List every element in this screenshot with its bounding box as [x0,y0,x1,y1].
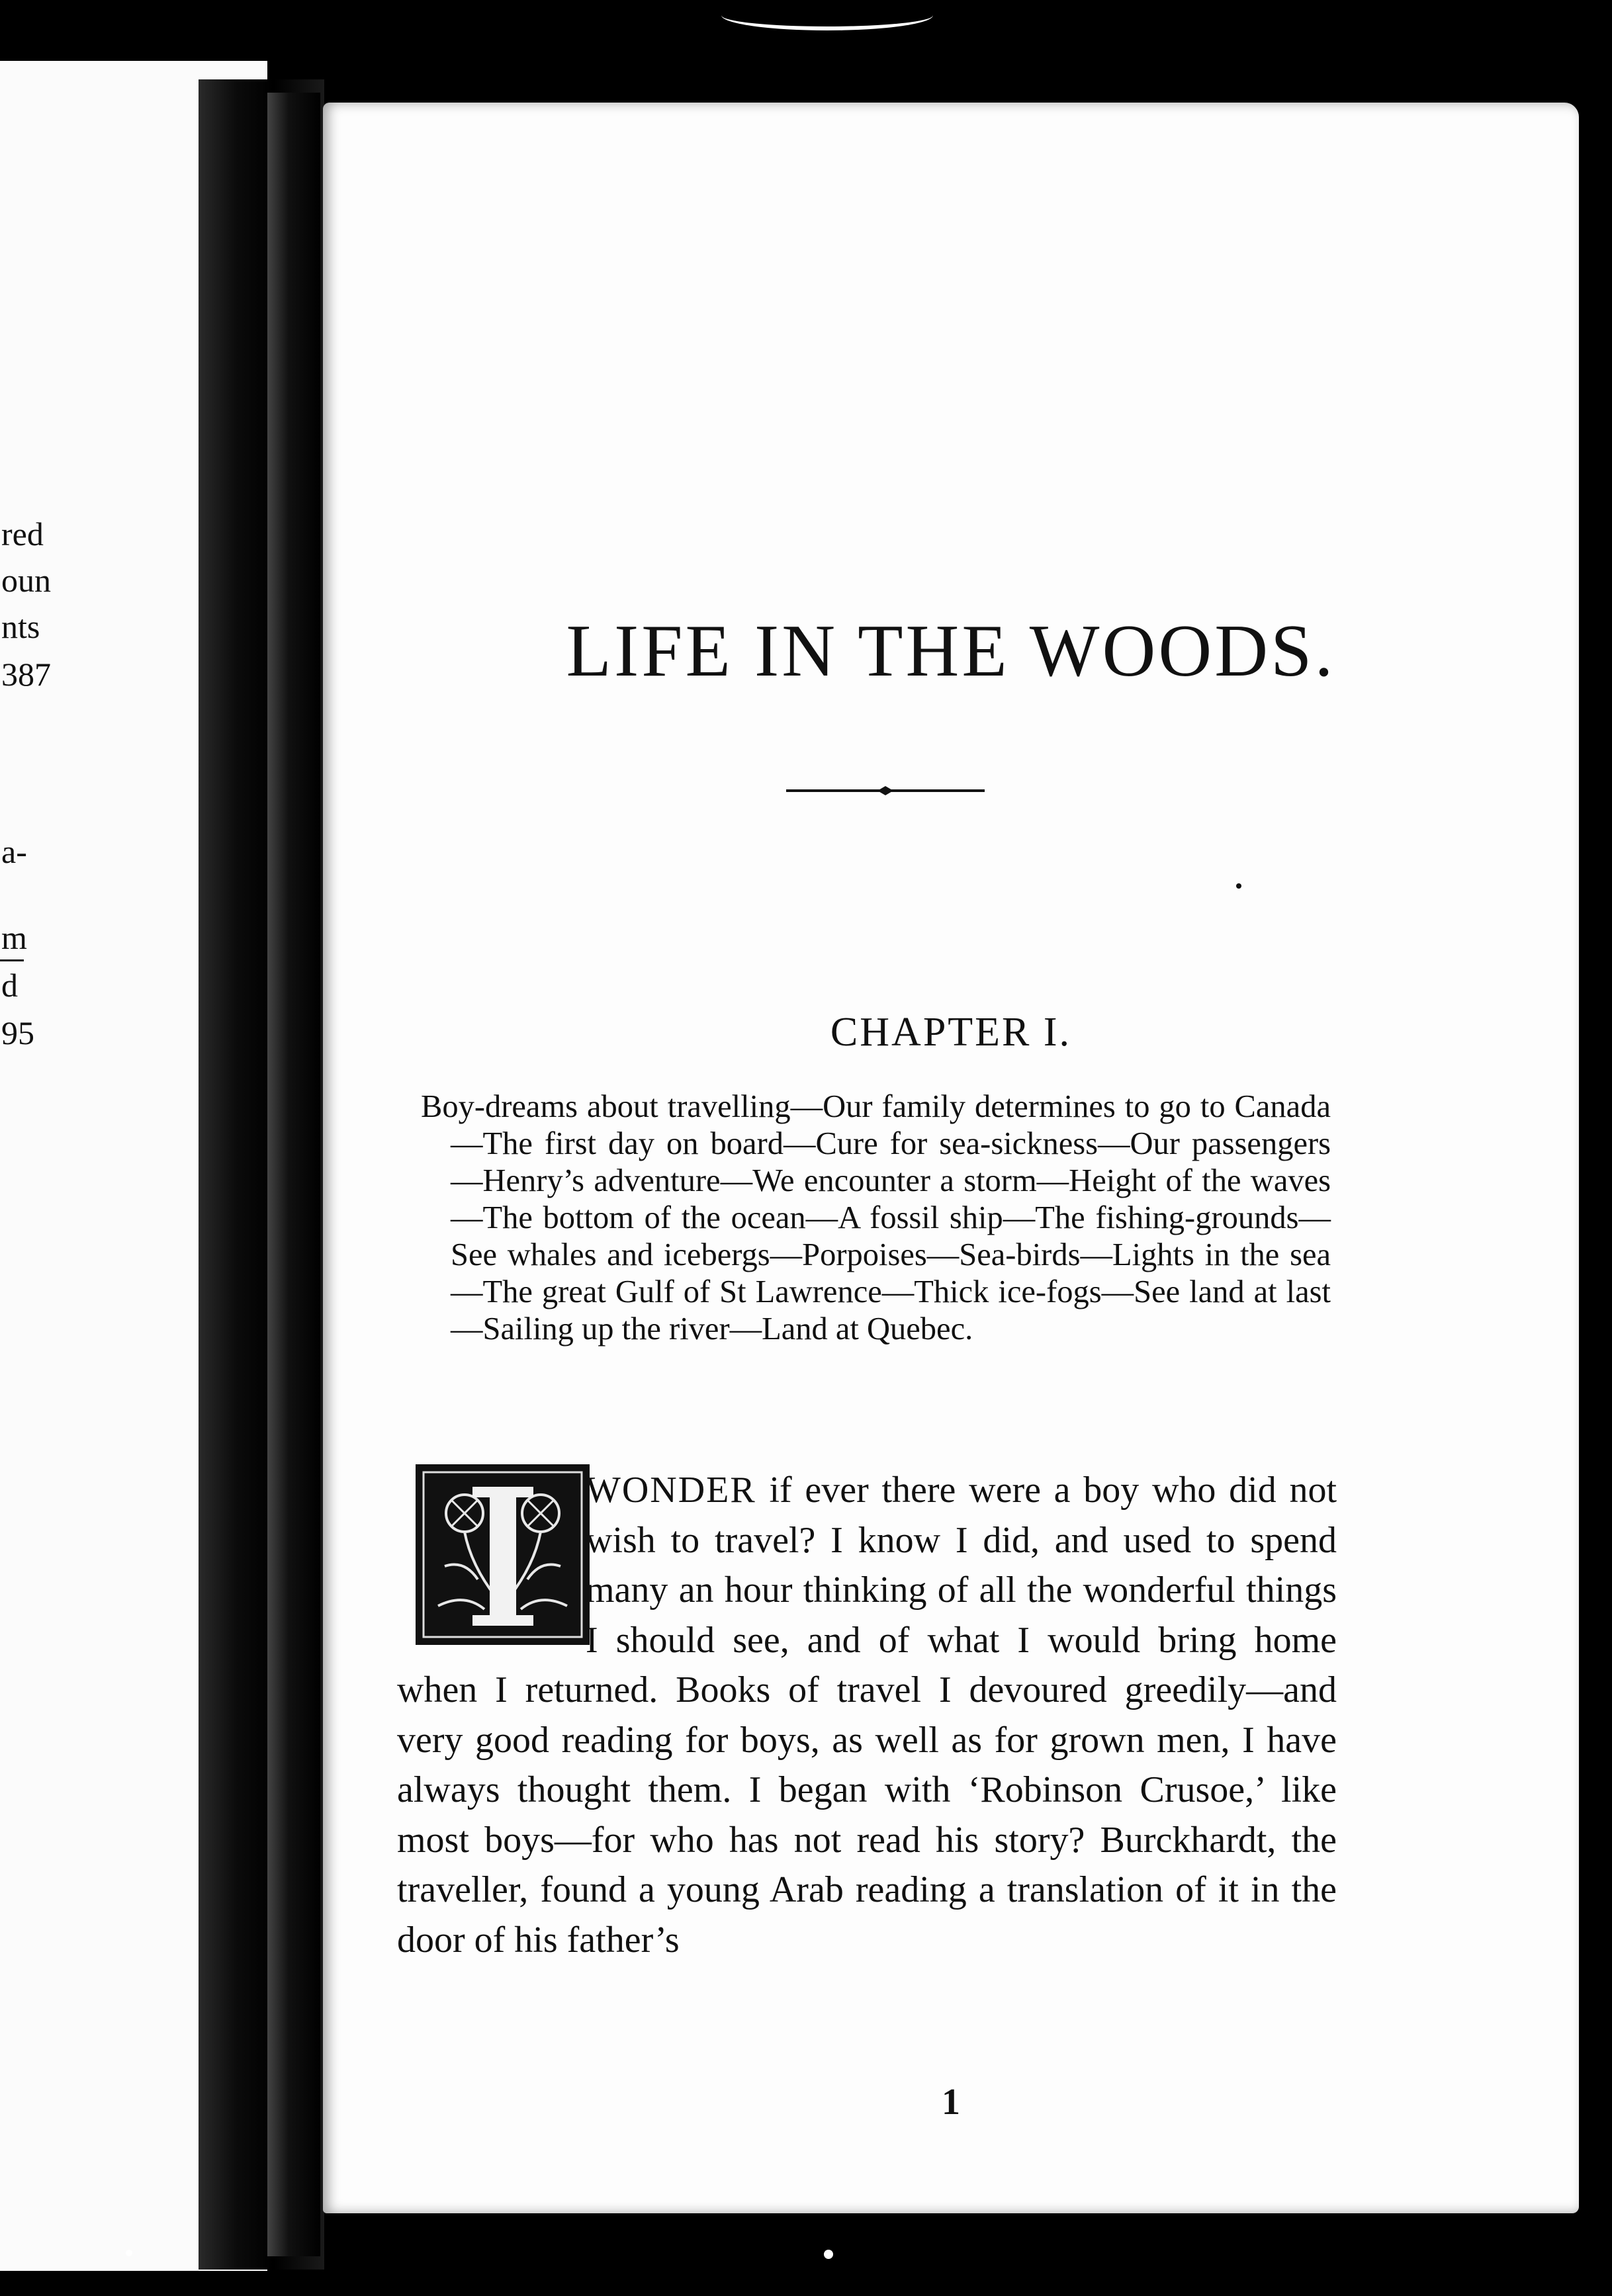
left-page-fragment: oun [1,562,51,599]
synopsis-text: Boy-dreams about travelling—Our family determines to go to Canada—The first day on board—Cure for sea-sickness—Our passengers—Henry’s adventure—We encounter a storm—Height of the waves—The bottom of the ocean—A fossil ship—The fishing-grounds—See whales and icebergs—Porpoises—Sea-birds—Lights in the sea—The great Gulf of St Lawrence—Thick ice-fogs—See land at last—Sailing up the river—Land at Quebec. [421,1089,1331,1347]
print-speck [1236,883,1241,889]
left-page-fragment: 95 [1,1014,34,1051]
title-ornament-rule [786,781,985,801]
scan-artifact [126,2250,132,2256]
book-title: LIFE IN THE WOODS. [566,610,1336,692]
left-page-fragment: m [1,919,27,956]
left-page-fragment: red [1,515,44,552]
left-page-fragment: 387 [1,656,51,693]
body-text: if ever there were a boy who did not wish to travel? I know I did, and used to spend many an hour thinking of all the wonderful things I should see, and of what I would bring home when I returned. Books of travel I devoured greedily—and very good reading for boys, as well as for grown men, I have always thought them. I began with ‘Robinson Crusoe,’ like most boys—for who has not read his story? Burckhardt, the traveller, found a young Arab reading a translation of it in the door of his father’s [397,1470,1337,1961]
chapter-synopsis [421,1088,1331,1348]
body-paragraph [397,1466,1337,1965]
drop-cap-space [397,1466,586,1654]
right-page [323,103,1579,2213]
opening-word: WONDER [586,1470,756,1511]
left-page-rule [0,959,24,961]
page-number: 1 [942,2082,960,2123]
book-spine-shadow [267,93,320,2256]
scan-artifact [824,2250,833,2259]
left-page-fragment: nts [1,608,40,645]
left-page-fragment: a- [1,833,27,870]
scan-artifact [721,0,933,30]
left-page-fragment: d [1,967,18,1004]
chapter-heading: CHAPTER I. [830,1010,1072,1055]
